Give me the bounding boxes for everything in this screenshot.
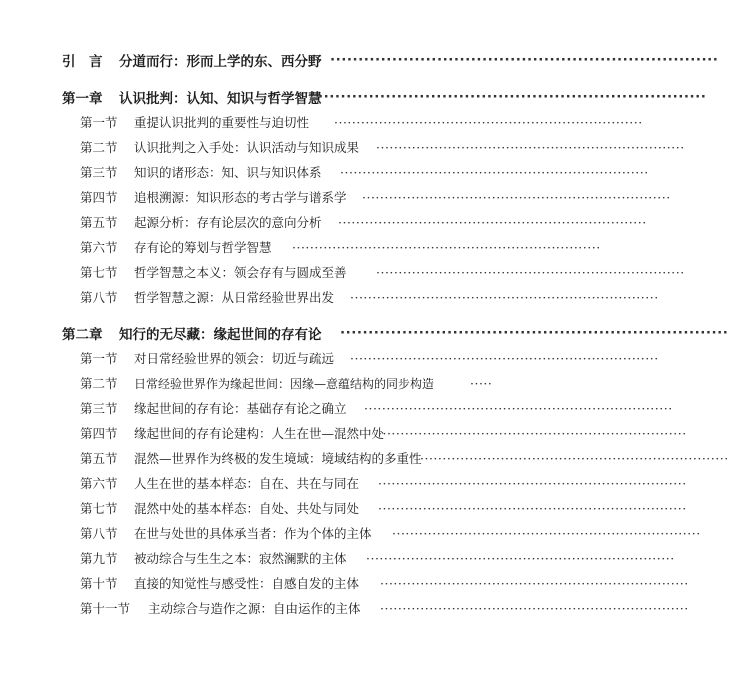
section-label: 第十节 <box>80 576 118 591</box>
section-title: 人生在世的基本样态：自在、共在与同在 <box>134 476 360 491</box>
section-title: 追根溯源：知识形态的考古学与谱系学 <box>134 190 347 205</box>
leader-dots: ····································································· <box>392 525 701 541</box>
chapter-title: 认识批判：认知、知识与哲学智慧 <box>119 91 322 107</box>
leader-dots: ····································································· <box>334 114 643 130</box>
section-title: 混然—世界作为终极的发生境域：境域结构的多重性 <box>134 451 422 466</box>
section-title: 混然中处的基本样态：自处、共处与同处 <box>134 501 360 516</box>
leader-dots: ····································································· <box>376 139 685 155</box>
section-label: 第八节 <box>80 526 118 541</box>
leader-dots: ····································································· <box>378 475 687 491</box>
section-label: 第四节 <box>80 190 118 205</box>
section-label: 第七节 <box>80 265 118 280</box>
section-label: 第六节 <box>80 476 118 491</box>
leader-dots: ····································································· <box>350 289 659 305</box>
leader-dots: ····································································· <box>364 400 673 416</box>
intro-title: 分道而行：形而上学的东、西分野 <box>119 54 322 70</box>
chapter-label: 第一章 <box>62 91 103 107</box>
section-label: 第一节 <box>80 351 118 366</box>
intro-label: 引 言 <box>62 54 103 70</box>
section-label: 第四节 <box>80 426 118 441</box>
section-label: 第七节 <box>80 501 118 516</box>
section-label: 第五节 <box>80 215 118 230</box>
chapter-title: 知行的无尽藏：缘起世间的存有论 <box>119 327 322 343</box>
section-label: 第五节 <box>80 451 118 466</box>
leader-dots: ····································································· <box>362 189 671 205</box>
leader-dots: ····································································· <box>378 425 687 441</box>
chapter-label: 第二章 <box>62 327 103 343</box>
leader-dots: ····································································· <box>366 550 675 566</box>
section-title: 直接的知觉性与感受性：自感自发的主体 <box>134 576 360 591</box>
section-title: 认识批判之入手处：认识活动与知识成果 <box>134 140 360 155</box>
section-title: 日常经验世界作为缘起世间：因缘—意蕴结构的同步构造 <box>134 376 435 391</box>
section-label: 第一节 <box>80 115 118 130</box>
section-title: 起源分析：存有论层次的意向分析 <box>134 215 322 230</box>
leader-dots: ····································································· <box>338 214 647 230</box>
leader-dots: ····································································· <box>420 450 729 466</box>
section-label: 第九节 <box>80 551 118 566</box>
leader-dots: ····································································· <box>380 575 689 591</box>
leader-dots: ····································································· <box>378 500 687 516</box>
leader-dots: ····································································· <box>376 264 685 280</box>
section-title: 主动综合与造作之源：自由运作的主体 <box>148 601 361 616</box>
section-title: 哲学智慧之本义：领会存有与圆成至善 <box>134 265 347 280</box>
section-title: 哲学智慧之源：从日常经验世界出发 <box>134 290 335 305</box>
section-label: 第二节 <box>80 140 118 155</box>
section-label: 第十一节 <box>80 601 131 616</box>
leader-dots: ····· <box>470 375 493 391</box>
section-title: 缘起世间的存有论：基础存有论之确立 <box>134 401 347 416</box>
leader-dots: ····································································· <box>292 239 601 255</box>
section-title: 被动综合与生生之本：寂然澜默的主体 <box>134 551 347 566</box>
section-title: 对日常经验世界的领会：切近与疏远 <box>134 351 335 366</box>
leader-dots: ····································································· <box>330 52 719 68</box>
section-label: 第六节 <box>80 240 118 255</box>
section-title: 知识的诸形态：知、识与知识体系 <box>134 165 322 180</box>
section-label: 第二节 <box>80 376 118 391</box>
leader-dots: ····································································· <box>340 325 729 341</box>
section-label: 第三节 <box>80 165 118 180</box>
leader-dots: ····································································· <box>380 600 689 616</box>
leader-dots: ····································································· <box>350 350 659 366</box>
section-title: 存有论的筹划与哲学智慧 <box>134 240 272 255</box>
leader-dots: ····································································· <box>318 89 707 105</box>
section-label: 第三节 <box>80 401 118 416</box>
section-title: 重提认识批判的重要性与迫切性 <box>134 115 310 130</box>
section-title: 在世与处世的具体承当者：作为个体的主体 <box>134 526 372 541</box>
leader-dots: ····································································· <box>340 164 649 180</box>
section-title: 缘起世间的存有论建构：人生在世—混然中处 <box>134 426 385 441</box>
section-label: 第八节 <box>80 290 118 305</box>
